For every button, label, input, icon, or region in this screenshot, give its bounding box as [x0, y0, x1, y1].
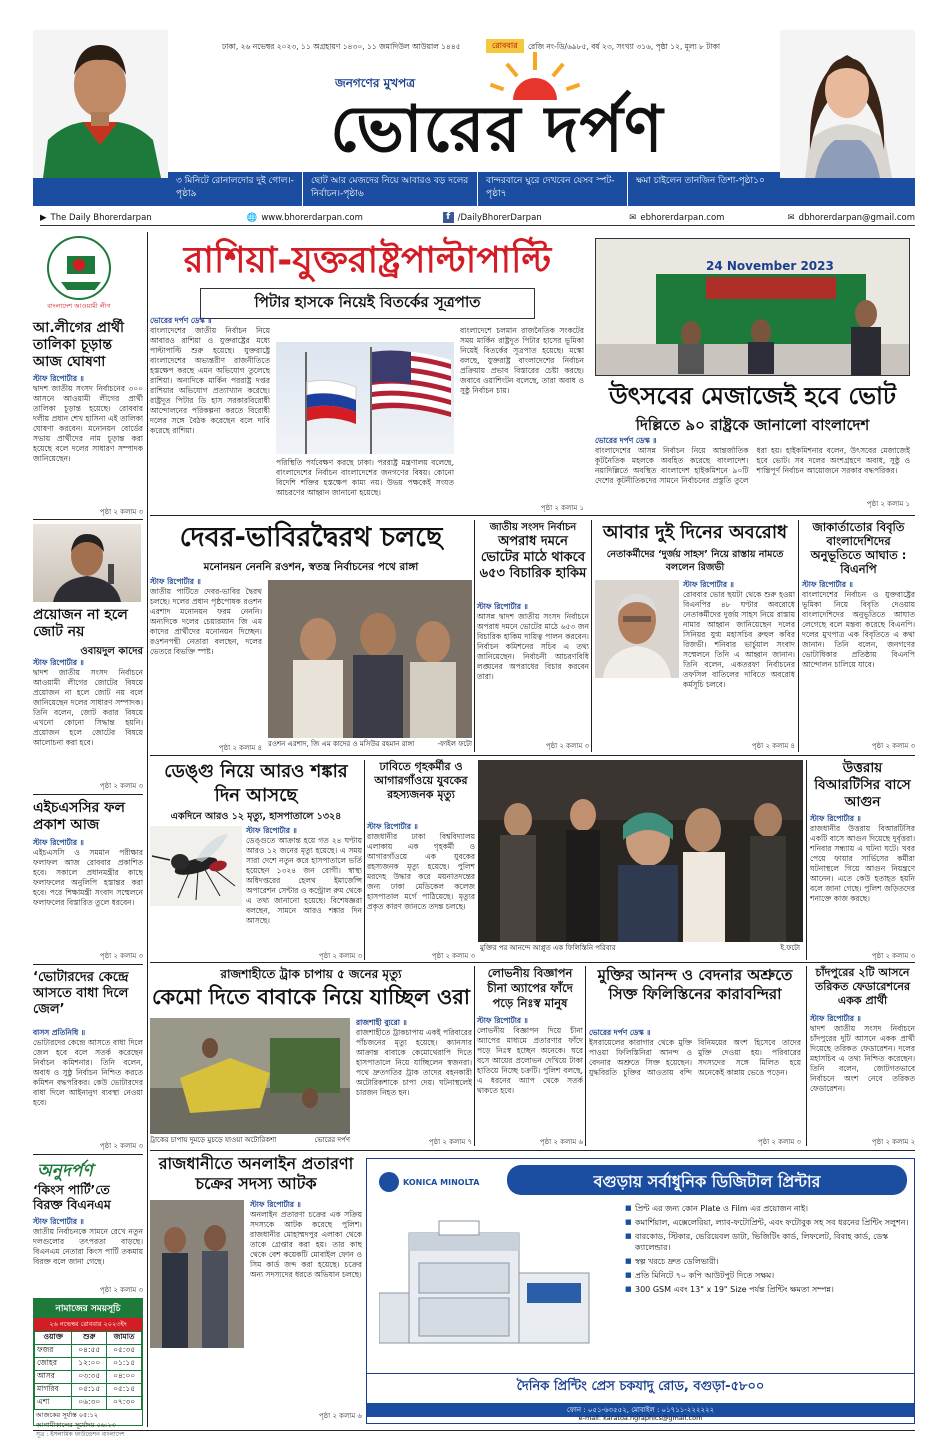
arrested-men-photo-icon — [150, 1200, 244, 1348]
teaser-photo-right — [780, 30, 915, 178]
chandpur-continued[interactable]: পৃষ্ঠা ২ কলাম ২ — [871, 1138, 915, 1146]
palestine-prisoners-text: ইসরায়েলের কারাগার থেকে মুক্তি পাওয়া ফিলিস্তিনিরা আনন্দ ও বেদনার অশ্রুতে সিক্ত হয়েছেন। যুদ্ধবিরতি চুক্তির আওতায় বন্দি বিনিময়ের অংশ হিসেবে তাদের মুক্তি দেওয়া হয়। পরিবারের সদস্যদের সঙ্গে মিলিত হয়ে অনেকেই কান্নায় ভেঙে পড়েন। — [589, 1038, 801, 1077]
contact-bar — [40, 210, 915, 226]
russia-usa-flags-icon — [276, 342, 454, 454]
delhi-photo — [595, 238, 910, 376]
autorickshaw-photo — [150, 1018, 350, 1134]
table-header: জামাত — [107, 1332, 142, 1345]
debor-continued[interactable]: পৃষ্ঠা ২ কলাম ৪ — [218, 744, 262, 752]
chandpur-title[interactable]: চাঁদপুরের ২টি আসনে তরিকত ফেডারেশনের একক প্রার্থী — [814, 966, 911, 1007]
prayer-source: সূত্র : ইসলামিক ফাউন্ডেশন বাংলাদেশ — [36, 1431, 125, 1438]
china-app-text: লোভনীয় বিজ্ঞাপন দিয়ে চীনা অ্যাপের মাধ্যমে প্রতারণার ফাঁদে পড়ে নিঃস্ব হচ্ছেন অনেকে। ঘরে বসে আয়ের প্রলোভন দেখিয়ে টাকা হাতিয়ে নিচ্ছে চক্রটি। পুলিশ বলছে, এ ধরনের অ্যাপ থেকে সতর্ক থাকতে হবে। — [477, 1026, 583, 1095]
crash-scene-photo-icon — [150, 1018, 350, 1134]
email-link-1[interactable]: ebhorerdarpan.com — [640, 212, 725, 223]
bus-fire-story — [810, 760, 915, 960]
debor-photo-credit: -ফাইল ফটো — [437, 740, 472, 748]
facebook-icon: f — [443, 212, 454, 223]
table-cell: ১২:০০ — [72, 1358, 107, 1371]
palestine-prisoners-continued[interactable]: পৃষ্ঠা ২ কলাম ৩ — [757, 1138, 801, 1146]
rajshahi-continued[interactable]: পৃষ্ঠা ২ কলাম ৭ — [428, 1138, 472, 1146]
column-divider — [364, 760, 365, 960]
table-header-row — [35, 1332, 142, 1345]
column-divider — [806, 760, 807, 960]
family-reunion-photo-icon — [478, 760, 803, 942]
teaser-strip — [168, 172, 780, 206]
lead-continued[interactable]: পৃষ্ঠা ২ কলাম ১ — [540, 504, 584, 512]
table-cell: ০৫:১৫ — [107, 1384, 142, 1397]
ad-bullet: ■ স্বল্প খরচে দ্রুত ডেলিভারী। — [625, 1256, 909, 1267]
blockade-text: রোববার ভোর ছয়টা থেকে শুরু হওয়া বিএনপির ৪৮ ঘণ্টার অবরোধে নেতাকর্মীদের দুর্জয় সাহস নিয়ে রাস্তায় নামার আহ্বান জানিয়েছেন দলের সিনিয়র যুগ্ম মহাসচিব রুহুল কবির রিজভী। শনিবার ভার্চুয়াল সংবাদ সম্মেলনে তিনি এ আহ্বান জানান। তিনি বলেন, একতরফা নির্বাচনের তফসিল বাতিলের দাবিতে অবরোধ কর্মসূচি চলবে। — [683, 590, 795, 689]
ad-bullet-list — [625, 1203, 909, 1373]
dengue-byline: স্টাফ রিপোর্টার ॥ — [246, 826, 297, 835]
magistrate-title[interactable]: অপরাধ দমনে ভোটের মাঠে থাকবে ৬৫৩ বিচারিক হাকিম — [479, 534, 587, 581]
chandpur-byline: স্টাফ রিপোর্টার ॥ — [810, 1014, 861, 1023]
ad-bullet: ■ কমার্শিয়াল, এক্সেলেরিয়া, ল্যাব-ফটোপ্রিন্ট, এবং ফটোবুক সহ সব ধরনের প্রিন্টিং সলুশন। — [625, 1217, 909, 1228]
english-name: The Daily Bhorerdarpan — [50, 212, 152, 223]
mysterious-death-story — [367, 760, 475, 960]
palestine-prisoners-title[interactable]: মুক্তির আনন্দ ও বেদনার অশ্রুতে সিক্ত ফিলিস্তিনের কারাবন্দিরা — [597, 966, 793, 1003]
debor-text: জাতীয় পার্টিতে দেবর-ভাবির দ্বৈরথ চলছে। দলের প্রধান পৃষ্ঠপোষক রওশন এরশাদ মনোনয়ন ফরম নেননি। অন্যদিকে দলের চেয়ারম্যান জি এম কাদের প্রার্থীদের মনোনয়ন দিচ্ছেন। রওশনপন্থী নেতারা বলছেন, দলের ভেতরে বিভক্তি স্পষ্ট। — [150, 587, 262, 656]
table-cell: জোহর — [35, 1358, 72, 1371]
table-cell: আসর — [35, 1371, 72, 1384]
statement-byline: স্টাফ রিপোর্টার ॥ — [802, 580, 853, 589]
column-divider — [585, 966, 586, 1146]
palestine-prisoners-story — [589, 966, 801, 1146]
story-al-candidates-byline: স্টাফ রিপোর্টার ॥ — [33, 374, 84, 383]
teaser-photo-left — [33, 30, 168, 178]
column-divider — [806, 966, 807, 1146]
online-fraud-title[interactable]: রাজধানীতে অনলাইন প্রতারণা চক্রের সদস্য আটক — [158, 1154, 354, 1193]
palestine-photo-caption: মুক্তির পর আনন্দে আপ্লুত এক ফিলিস্তিনি পরিবার — [480, 944, 616, 952]
story-no-alliance-continued[interactable]: পৃষ্ঠা ২ কলাম ৩ — [99, 782, 143, 790]
statement-continued[interactable]: পৃষ্ঠা ২ কলাম ৩ — [871, 742, 915, 750]
email-link-2[interactable]: dbhorerdarpan@gmail.com — [798, 212, 915, 223]
prayer-times-date: ২৬ নভেম্বর রোববার ২০২৩ইং — [34, 1318, 142, 1331]
debor-byline: স্টাফ রিপোর্টার ॥ — [150, 577, 201, 586]
prayer-times-table — [34, 1331, 142, 1410]
statement-text: বাংলাদেশের নির্বাচন ও যুক্তরাষ্ট্রের ভূমিকা নিয়ে বিবৃতি দেওয়ায় বাংলাদেশিদের অনুভূতিতে আঘাত লেগেছে বলে মন্তব্য করেছে বিএনপি। দলের মুখপাত্র এক বিবৃতিতে এ কথা জানান। তিনি বলেন, জনগণের ভোটাধিকার প্রতিষ্ঠায় বিএনপি আন্দোলন চালিয়ে যাবে। — [802, 590, 915, 669]
divider — [33, 1154, 143, 1155]
teaser-strip-right-fill — [780, 178, 915, 206]
table-cell: মাগরিব — [35, 1384, 72, 1397]
bus-fire-text: রাজধানীর উত্তরায় বিআরটিসির একটি বাসে আগুন দিয়েছে দুর্বৃত্তরা। শনিবার সন্ধ্যায় এ ঘটনা ঘটে। খবর পেয়ে ফায়ার সার্ভিসের কর্মীরা ঘটনাস্থলে গিয়ে আগুন নিয়ন্ত্রণে আনেন। এতে কেউ হতাহত হয়নি বলে জানা গেছে। পুলিশ জড়িতদের শনাক্তে কাজ করছে। — [810, 824, 915, 903]
delhi-byline: ভোরের দর্পণ ডেস্ক ॥ — [595, 436, 657, 445]
lead-headline[interactable]: রাশিয়া-যুক্তরাষ্ট্রপাল্টাপাল্টি — [183, 240, 552, 281]
bus-fire-title[interactable]: উত্তরায় বিআরটিসির বাসে আগুন — [814, 760, 911, 810]
party-logo — [47, 236, 111, 300]
quader-photo — [33, 524, 141, 602]
table-cell: ০৪:০০ — [107, 1371, 142, 1384]
story-voter-text: ভোটারদের কেন্দ্রে আসতে বাধা দিলে জেল হবে বলে সতর্ক করেছেন নির্বাচন কমিশনার। তিনি বলেন, অবাধ ও সুষ্ঠু নির্বাচন নিশ্চিত করতে কমিশন বদ্ধপরিকর। কেউ ভোটারদের বাধা দিলে আইনানুগ ব্যবস্থা নেওয়া হবে। — [33, 1038, 143, 1107]
divider — [33, 794, 143, 795]
blockade-continued[interactable]: পৃষ্ঠা ২ কলাম ৪ — [751, 742, 795, 750]
magistrate-kicker: জাতীয় সংসদ নির্বাচন — [489, 522, 577, 533]
china-app-title[interactable]: লোভনীয় বিজ্ঞাপন চীনা অ্যাপের ফাঁদে পড়ে নিঃস্ব মানুষ — [487, 966, 573, 1010]
ad-company: দৈনিক প্রিন্টিং প্রেস চকযাদু রোড, বগুড়া-৫৮০০ — [516, 1379, 765, 1394]
debor-photo — [268, 580, 472, 738]
chandpur-story — [810, 966, 915, 1146]
footballer-photo-icon — [33, 30, 168, 178]
story-voter-continued[interactable]: পৃষ্ঠা ২ কলাম ৩ — [99, 1142, 143, 1150]
dengue-continued[interactable]: পৃষ্ঠা ২ কলাম ৩ — [318, 952, 362, 960]
statement-story — [802, 520, 915, 752]
rajshahi-byline: রাজশাহী ব্যুরো ॥ — [356, 1018, 407, 1027]
table-row — [35, 1397, 142, 1410]
actress-photo-icon — [780, 30, 915, 178]
china-app-continued[interactable]: পৃষ্ঠা ২ কলাম ৬ — [539, 1138, 583, 1146]
debor-title[interactable]: দেবর-ভাবিরদ্বৈরথ চলছে — [179, 522, 443, 553]
debor-subtitle: মনোনয়ন নেননি রওশন, স্বতন্ত্র নির্বাচনের পথে রাঙ্গা — [203, 561, 419, 573]
tagline: জনগণের মুখপত্র — [335, 76, 416, 90]
registration-info: রেজি নং-ডি/৬৯৮৫, বর্ষ ২৩, সংখ্যা ৩১৬, পৃষ্ঠা ১২, মূল্য ৮ টাকা — [528, 42, 720, 51]
play-arrow-icon: ▶ — [40, 212, 47, 223]
teaser-strip-left-fill — [33, 178, 168, 206]
table-cell: ০৩:৩৫ — [72, 1371, 107, 1384]
table-row — [35, 1345, 142, 1358]
ad-contact: ফোন : ০৫১-৬৩৫৫২, মোবাইল : ০১৭১১-২২২২২২ — [367, 1403, 914, 1417]
divider — [150, 962, 915, 963]
table-cell: ফজর — [35, 1345, 72, 1358]
mysterious-death-continued[interactable]: পৃষ্ঠা ২ কলাম ৩ — [431, 952, 475, 960]
konica-brand-text: KONICA MINOLTA — [403, 1177, 480, 1187]
ad-email: e-mail: karatoa.ngraphics@gmail.com — [578, 1414, 703, 1422]
table-cell: ০৫:৩৫ — [107, 1345, 142, 1358]
table-cell: ০১:১৫ — [107, 1358, 142, 1371]
story-voter-byline: বাসস প্রতিনিধি ॥ — [33, 1028, 86, 1037]
bus-fire-continued[interactable]: পৃষ্ঠা ২ কলাম ৩ — [871, 952, 915, 960]
online-fraud-text: অনলাইন প্রতারণা চক্রের এক সক্রিয় সদস্যকে আটক করেছে পুলিশ। রাজধানীর মোহাম্মদপুর এলাকা থেকে তাকে গ্রেপ্তার করা হয়। তার কাছ থেকে বেশ কয়েকটি মোবাইল ফোন ও সিম কার্ড জব্দ করা হয়েছে। চক্রের অন্য সদস্যদের ধরতে অভিযান চলছে। — [250, 1210, 362, 1279]
speaker-portrait-icon — [33, 524, 141, 602]
arrest-photo — [150, 1200, 244, 1348]
globe-icon: 🌐 — [246, 212, 258, 223]
delhi-text: বাংলাদেশের আসন্ন নির্বাচন নিয়ে আন্তর্জাতিক কূটনৈতিক মহলকে অবহিত করেছে বাংলাদেশ। নয়াদিল্লিতে অবস্থিত বাংলাদেশ হাইকমিশনে ৯০টি দেশের কূটনীতিকদের সামনে নির্বাচনের প্রস্তুতি তুলে ধরা হয়। হাইকমিশনার বলেন, উৎসবের মেজাজেই হবে ভোট। সব দলের অংশগ্রহণে অবাধ, সুষ্ঠু ও শান্তিপূর্ণ নির্বাচন আয়োজনে সরকার বদ্ধপরিকর। — [595, 446, 910, 485]
story-no-alliance-subtitle: ওবায়দুল কাদের — [80, 646, 143, 657]
dengue-title[interactable]: ডেঙ্গু নিয়ে আরও শঙ্কার দিন আসছে — [164, 761, 348, 806]
chandpur-text: দ্বাদশ জাতীয় সংসদ নির্বাচনে চাঁদপুরের দুটি আসনে একক প্রার্থী দিয়েছে তরিকত ফেডারেশন। দলের মহাসচিব এ তথ্য নিশ্চিত করেছেন। তিনি বলেন, জোটগতভাবে নির্বাচনে অংশ নেবে তরিকত ফেডারেশন। — [810, 1024, 915, 1093]
dateline: ঢাকা, ২৬ নভেম্বর ২০২৩, ১১ অগ্রহায়ণ ১৪৩০, ১১ জমাদিউল আউয়াল ১৪৪৫ — [222, 42, 461, 51]
lead-story — [150, 232, 585, 512]
debor-photo-caption: রওশন এরশাদ, জি এম কাদের ও মসিউর রহমান রাঙ্গা — [268, 740, 415, 748]
china-app-story — [477, 966, 583, 1146]
statement-title[interactable]: জাকার্তাতোর বিবৃতি বাংলাদেশিদের অনুভূতিতে আঘাত : বিএনপি — [810, 520, 907, 576]
teaser-2[interactable]: ছোট আর মেজদের নিয়ে আবারও বড় দলের নির্বাচন।-পৃষ্ঠা৬ — [303, 172, 478, 206]
ad-company-bar — [367, 1373, 914, 1401]
rizvi-photo — [595, 580, 679, 678]
magistrate-continued[interactable]: পৃষ্ঠা ২ কলাম ৩ — [545, 742, 589, 750]
konica-globe-icon — [379, 1172, 399, 1192]
delhi-subtitle: দিল্লিতে ৯০ রাষ্ট্রকে জানালো বাংলাদেশ — [635, 416, 870, 434]
table-row — [35, 1358, 142, 1371]
lead-subheadline: পিটার হাসকে নিয়েই বিতর্কের সূত্রপাত — [200, 288, 535, 319]
digital-printer-icon — [379, 1203, 609, 1363]
sunrise-time: আগামীকালের সূর্যোদয় ০৬:২৩ — [36, 1421, 116, 1429]
debor-story — [150, 520, 472, 752]
story-no-alliance-byline: স্টাফ রিপোর্টার ॥ — [33, 658, 84, 667]
story-kings-party-continued[interactable]: পৃষ্ঠা ২ কলাম ৩ — [99, 1286, 143, 1294]
prayer-times-box — [33, 1298, 143, 1438]
blockade-byline: স্টাফ রিপোর্টার ॥ — [683, 580, 734, 589]
story-voter-title[interactable]: ‘ভোটারদের কেন্দ্রে আসতে বাধা দিলে জেল’ — [33, 970, 129, 1017]
rajshahi-title[interactable]: কেমো দিতে বাবাকে নিয়ে যাচ্ছিল ওরা — [151, 985, 471, 1009]
sunset-time: আজকের সূর্যাস্ত ০৫:১২ — [36, 1411, 98, 1419]
story-kings-party-title[interactable]: ‘কিংস পার্টি’তে বিরক্ত বিএনএম — [33, 1182, 111, 1212]
story-hsc-title[interactable]: এইচএসসির ফল প্রকাশ আজ — [33, 800, 125, 833]
delhi-title[interactable]: উৎসবের মেজাজেই হবে ভোট — [608, 382, 896, 410]
email-icon-2: ✉ — [787, 212, 795, 223]
table-row — [35, 1371, 142, 1384]
facebook-link[interactable]: /DailyBhorerDarpan — [457, 212, 542, 223]
magistrate-text: আসন্ন দ্বাদশ জাতীয় সংসদ নির্বাচনে অপরাধ দমনে ভোটের মাঠে ৬৫৩ জন বিচারিক হাকিম দায়িত্ব পালন করবেন। নির্বাচন কমিশনের সচিব এ তথ্য জানিয়েছেন। নির্বাচনী আচরণবিধি লঙ্ঘনের অপরাধের বিচার করবেন তারা। — [477, 612, 589, 681]
table-header: ওয়াক্ত — [35, 1332, 72, 1345]
dengue-text: ডেঙ্গুতে আক্রান্ত হয়ে গত ২৪ ঘণ্টায় আরও ১২ জনের মৃত্যু হয়েছে। এ সময় সারা দেশে নতুন করে হাসপাতালে ভর্তি হয়েছেন ১৩২৪ জন রোগী। স্বাস্থ্য অধিদপ্তরের হেলথ ইমার্জেন্সি অপারেশন সেন্টার ও কন্ট্রোল রুম থেকে এ তথ্য জানানো হয়েছে। বিশেষজ্ঞরা বলছেন, সামনে আরও শঙ্কার দিন আসছে। — [246, 836, 362, 925]
story-no-alliance-text: দ্বাদশ জাতীয় সংসদ নির্বাচনে আওয়ামী লীগের জোটের বিষয়ে প্রয়োজন না হলে জোট নয় বলে জানিয়েছেন দলের সাধারণ সম্পাদক। তিনি বলেন, জোট করার বিষয়ে এখনো কোনো সিদ্ধান্ত হয়নি। প্রয়োজন হলে জোটের বিষয়ে আলোচনা করা হবে। — [33, 668, 143, 747]
table-header: শুরু — [72, 1332, 107, 1345]
story-al-candidates-text: দ্বাদশ জাতীয় সংসদ নির্বাচনের ৩০০ আসনে আওয়ামী লীগের প্রার্থী তালিকা চূড়ান্ত হয়েছে। রোববার দলীয় প্রধান শেখ হাসিনা এই তালিকা ঘোষণা করবেন। মনোনয়ন বোর্ডের সভায় প্রার্থীদের নাম চূড়ান্ত করা হয়েছে বলে দলের সাধারণ সম্পাদক জানিয়েছেন। — [33, 384, 143, 463]
dengue-subtitle: একদিনে আরও ১২ মৃত্যু, হাসপাতালে ১৩২৪ — [170, 811, 342, 822]
email-icon: ✉ — [629, 212, 637, 223]
blockade-title[interactable]: আবার দুই দিনের অবরোধ — [602, 522, 788, 543]
delhi-continued[interactable]: পৃষ্ঠা ২ কলাম ১ — [866, 500, 910, 508]
page-bottom-rule — [33, 1430, 915, 1431]
rajshahi-photo-credit: ভোরের দর্পণ — [314, 1136, 350, 1144]
rajshahi-kicker: রাজশাহীতে ট্রাক চাপায় ৫ জনের মৃত্যু — [220, 967, 402, 981]
prayer-times-title: নামাজের সময়সূচি — [34, 1299, 142, 1318]
story-kings-party-byline: স্টাফ রিপোর্টার ॥ — [33, 1217, 84, 1226]
palestine-family-photo — [478, 760, 803, 942]
story-hsc-text: এইচএসসি ও সমমান পরীক্ষার ফলাফল আজ রোববার প্রকাশিত হবে। সকালে প্রধানমন্ত্রীর কাছে ফলাফলের অনুলিপি হস্তান্তর করা হবে। পরে শিক্ষামন্ত্রী সংবাদ সম্মেলনে ফলাফলের বিস্তারিত তুলে ধরবেন। — [33, 848, 143, 907]
story-al-candidates-continued[interactable]: পৃষ্ঠা ২ কলাম ৩ — [99, 508, 143, 516]
table-cell: এশা — [35, 1397, 72, 1410]
table-row — [35, 1384, 142, 1397]
blockade-subtitle: নেতাকর্মীদের ‘দুর্জয় সাহস’ নিয়ে রাস্তায় নামতে বললেন রিজভী — [606, 549, 784, 573]
divider — [33, 519, 143, 520]
ad-bullet: ■ বারকোড, স্টিকার, ভেরিয়েবল ডাটা, ভিজিটিং কার্ড, লিফলেট, বিবাহ কার্ড, ডেস্ক ক্যালেন্ডার। — [625, 1231, 909, 1253]
story-kings-party-text: জাতীয় নির্বাচনকে সামনে রেখে নতুন দলগুলোর তৎপরতা বাড়ছে। বিএনএম নেতারা কিংস পার্টি তকমায় বিরক্ত বলে জানা গেছে। — [33, 1227, 143, 1266]
politician-portrait-icon — [595, 580, 679, 678]
ad-bullet: ■ প্রিন্ট এর জন্য কোন Plate ও Film এর প্রয়োজন নাই। — [625, 1203, 909, 1214]
lead-text-col1: বাংলাদেশের জাতীয় নির্বাচন নিয়ে আবারও রাশিয়া ও যুক্তরাষ্ট্রের মধ্যে পাল্টাপাল্টি শুরু হয়েছে। যুক্তরাষ্ট্রে বাংলাদেশের অভ্যন্তরীণ রাজনীতিতে হস্তক্ষেপ করছে এমন অভিযোগ তুলেছে রাশিয়া। অন্যদিকে মার্কিন পররাষ্ট্র দপ্তর রাশিয়ার অভিযোগ প্রত্যাখ্যান করেছে। রাষ্ট্রদূত পিটার ডি হাস সরকারবিরোধী আন্দোলনের পরিকল্পনা করতে বিরোধী দলের সঙ্গে বৈঠক করেছেন বলে দাবি করেছে রাশিয়া। — [150, 326, 270, 435]
teaser-1[interactable]: ৩ মিনিটে রোনালদোর দুই গোল।-পৃষ্ঠা৯ — [168, 172, 303, 206]
politicians-photo-icon — [268, 580, 472, 738]
masthead — [0, 0, 945, 210]
dengue-story — [150, 760, 362, 960]
divider — [150, 515, 915, 516]
anudarpan-brand: অনুদর্পণ — [37, 1161, 93, 1181]
weekday-badge: রোববার — [486, 39, 524, 53]
story-hsc-continued[interactable]: পৃষ্ঠা ২ কলাম ৩ — [99, 952, 143, 960]
magistrate-byline: স্টাফ রিপোর্টার ॥ — [477, 602, 528, 611]
party-logo-caption: বাংলাদেশ আওয়ামী লীগ — [47, 302, 111, 310]
column-divider — [591, 520, 592, 752]
divider — [150, 1150, 915, 1151]
china-app-byline: স্টাফ রিপোর্টার ॥ — [477, 1016, 528, 1025]
boat-flag-logo-icon — [49, 238, 111, 300]
teaser-3[interactable]: বান্দরবানে ঘুরে দেখবেন যেসব স্পট-পৃষ্ঠা৭ — [478, 172, 628, 206]
divider — [150, 755, 915, 756]
column-divider — [474, 520, 475, 752]
mysterious-death-byline: স্টাফ রিপোর্টার ॥ — [367, 822, 418, 831]
delhi-photo-banner-date: 24 November 2023 — [706, 259, 834, 273]
column-divider — [147, 232, 148, 1427]
blockade-story — [595, 520, 795, 752]
magistrate-story — [477, 520, 589, 752]
column-divider — [798, 520, 799, 752]
lead-byline: ভোরের দর্পণ ডেস্ক ॥ — [150, 316, 212, 325]
table-cell: ০৪:৫৫ — [72, 1345, 107, 1358]
table-cell: ০৭:৩০ — [107, 1397, 142, 1410]
teaser-4[interactable]: ক্ষমা চাইলেন তানজিন তিশা-পৃষ্ঠা১০ — [636, 176, 765, 186]
mosquito-photo — [150, 826, 242, 906]
online-fraud-continued[interactable]: পৃষ্ঠা ২ কলাম ৬ — [318, 1412, 362, 1420]
ad-bullet: ■ প্রতি মিনিটে ৭০ কপি আউটপুট দিতে সক্ষম। — [625, 1270, 909, 1281]
mosquito-icon — [150, 826, 242, 906]
delhi-story — [590, 232, 915, 512]
palestine-photo-credit: ই.ফটো — [780, 944, 800, 952]
rajshahi-text: রাজশাহীতে ট্রাকচাপায় একই পরিবারের পাঁচজনের মৃত্যু হয়েছে। ক্যানসার আক্রান্ত বাবাকে কেমোথেরাপি দিতে হাসপাতালে নিয়ে যাচ্ছিলেন স্বজনরা। পথে দ্রুতগতির ট্রাক তাদের বহনকারী অটোরিকশাকে চাপা দেয়। ঘটনাস্থলেই চারজন নিহত হন। — [356, 1028, 472, 1097]
palestine-prisoners-byline: ভোরের দর্পণ ডেস্ক ॥ — [589, 1028, 651, 1037]
online-fraud-story — [150, 1154, 362, 1426]
rajshahi-story — [150, 966, 472, 1146]
printer-image — [379, 1203, 609, 1363]
online-fraud-byline: স্টাফ রিপোর্টার ॥ — [250, 1200, 301, 1209]
bus-fire-byline: স্টাফ রিপোর্টার ॥ — [810, 814, 861, 823]
lead-text-col3: পরিস্থিতি পর্যবেক্ষণ করছে ঢাকা। পররাষ্ট্র মন্ত্রণালয় বলেছে, বাংলাদেশের নির্বাচন বাংলাদেশের জনগণের বিষয়। কোনো বিদেশি শক্তির হস্তক্ষেপ কাম্য নয়। উভয় পক্ষকেই সংযত আচরণের আহ্বান জানানো হয়েছে। — [276, 458, 454, 497]
lead-text-col2: বাংলাদেশে চলমান রাজনৈতিক সংকটের সময় মার্কিন রাষ্ট্রদূত পিটার হাসের ভূমিকা নিয়েই বিতর্কের সূত্রপাত হয়েছে। মস্কো বলছে, যুক্তরাষ্ট্র বাংলাদেশের নির্বাচন প্রক্রিয়ায় প্রভাব বিস্তারের চেষ্টা করছে। জবাবে ওয়াশিংটন বলেছে, তারা অবাধ ও সুষ্ঠু নির্বাচন চায়। — [460, 326, 584, 395]
story-no-alliance-title[interactable]: প্রয়োজন না হলে জোট নয় — [33, 607, 128, 640]
mysterious-death-title[interactable]: ঢাবিতে গৃহকর্মীর ও আগারগাঁওয়ে যুবকের রহস্যজনক মৃত্যু — [374, 760, 468, 801]
column-divider — [474, 966, 475, 1146]
printer-advertisement[interactable] — [366, 1158, 915, 1424]
table-cell: ০৬:৩০ — [72, 1397, 107, 1410]
website-link[interactable]: www.bhorerdarpan.com — [261, 212, 363, 223]
divider — [33, 964, 143, 965]
rajshahi-photo-caption: ট্রাকের চাপায় দুমড়ে মুচড়ে যাওয়া অটোরিকশা — [150, 1136, 277, 1144]
table-cell: ০৫:১৫ — [72, 1384, 107, 1397]
flags-photo — [276, 342, 454, 454]
ad-bullet: ■ 300 GSM এবং 13" x 19" Size পর্যন্ত প্রিন্টিং ক্ষমতা সম্পন্ন। — [625, 1284, 909, 1295]
left-column — [33, 232, 145, 1438]
newspaper-name: ভোরের দর্পণ — [330, 93, 664, 167]
ad-title: বগুড়ায় সর্বাধুনিক ডিজিটাল প্রিন্টার — [593, 1172, 821, 1191]
story-hsc-byline: স্টাফ রিপোর্টার ॥ — [33, 838, 84, 847]
konica-logo — [379, 1169, 499, 1195]
story-al-candidates-title[interactable]: আ.লীগের প্রার্থী তালিকা চূড়ান্ত আজ ঘোষণা — [33, 320, 125, 370]
mysterious-death-text: রাজধানীর ঢাকা বিশ্ববিদ্যালয় এলাকায় এক গৃহকর্মী ও আগারগাঁওয়ে এক যুবকের রহস্যজনক মৃত্যু হয়েছে। পুলিশ মরদেহ উদ্ধার করে ময়নাতদন্তের জন্য ঢাকা মেডিকেল কলেজ হাসপাতাল মর্গে পাঠিয়েছে। মৃত্যুর প্রকৃত কারণ জানতে তদন্ত চলছে। — [367, 832, 475, 911]
